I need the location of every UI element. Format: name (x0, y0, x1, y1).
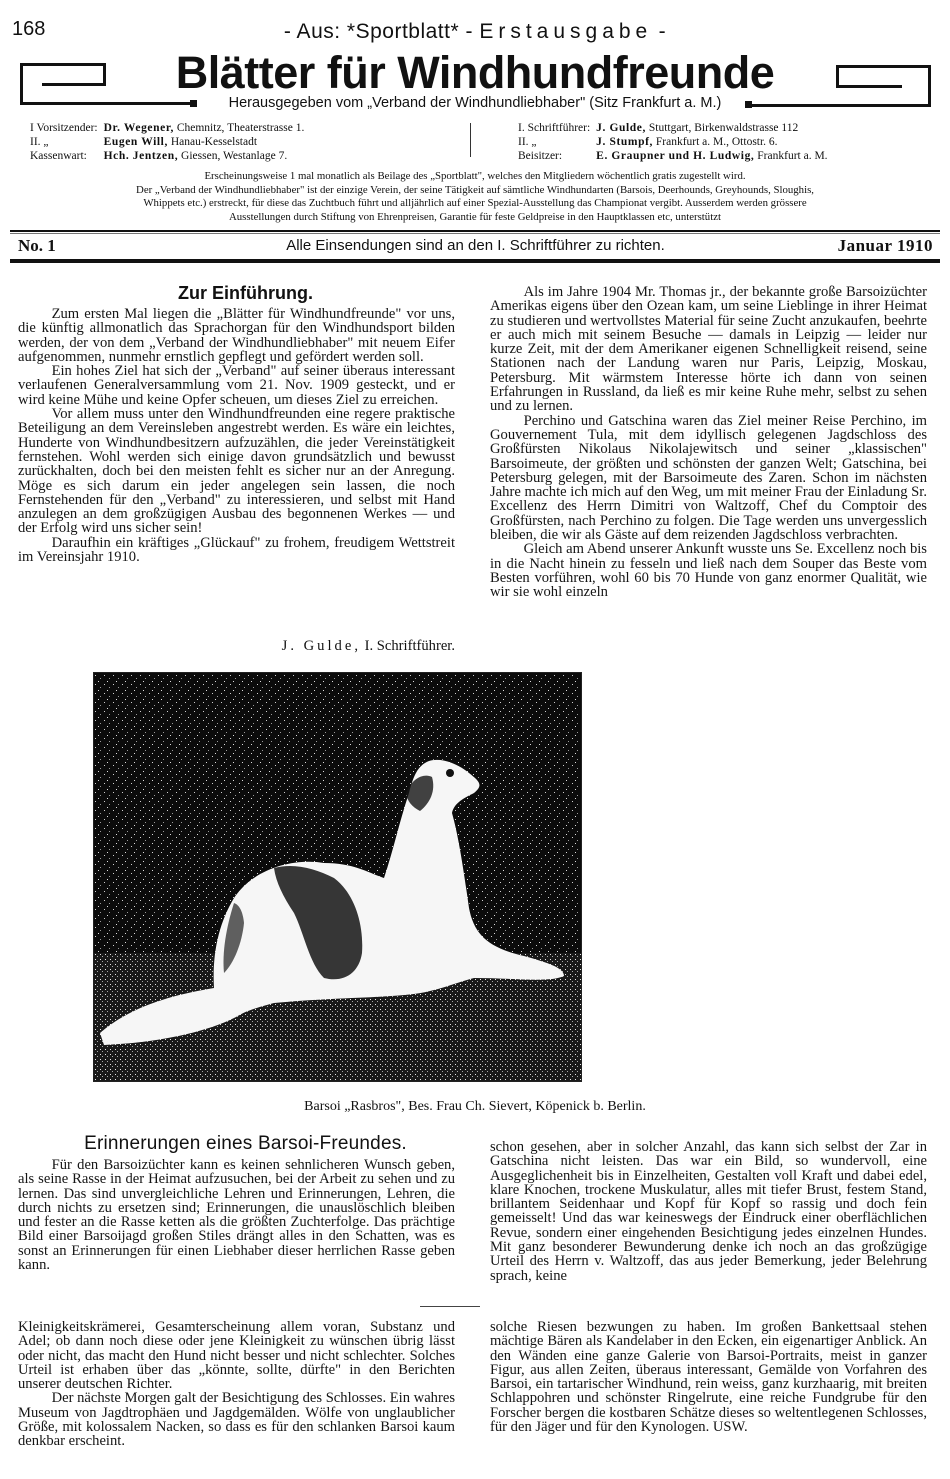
officer-role: II. „ (30, 136, 49, 148)
article-signature (18, 638, 455, 655)
officer-detail: Frankfurt a. M. (757, 150, 828, 162)
officer-name: E. Graupner und H. Ludwig, (596, 150, 755, 162)
officer-row (518, 135, 834, 149)
officer-name: J. Stumpf, (596, 136, 653, 148)
article-body-continued (490, 1320, 927, 1434)
officer-row (518, 149, 834, 163)
source-line (0, 20, 950, 44)
masthead-title: Blätter für Windhundfreunde (175, 47, 775, 98)
article-body (18, 1158, 455, 1272)
dog-eye (446, 769, 454, 777)
officer-detail: Stuttgart, Birkenwaldstrasse 112 (648, 122, 799, 134)
column-separator (420, 1306, 480, 1307)
issue-rule-top-thin (10, 233, 940, 234)
officer-role: I Vorsitzender: (30, 122, 98, 134)
borzoi-illustration (94, 673, 581, 1081)
issue-bar (18, 236, 933, 258)
article-paragraph: Gleich am Abend unserer Ankunft wusste uns Se. Excellenz noch bis in die Nacht hinein zu fesseln und ließ nach dem Souper das Beste vom Besten vorführen, wohl 60 bis 70 Hunde von ganz enormer Qualität, wie wir sie wohl einzeln (490, 541, 927, 601)
officers-left (30, 121, 310, 163)
officer-detail: Frankfurt a. M., Ottostr. 6. (655, 136, 778, 148)
publisher-line: Herausgegeben vom „Verband der Windhundliebhaber" (Sitz Frankfurt a. M.) (228, 95, 722, 111)
issue-number: No. 1 (18, 236, 56, 255)
officer-role: Beisitzer: (518, 150, 563, 162)
article-body-continued (490, 285, 927, 600)
officer-role: II. „ (518, 136, 537, 148)
issue-note: Alle Einsendungen sind an den I. Schriftführer zu richten. (286, 237, 665, 254)
officer-detail: Hanau-Kesselstadt (170, 136, 258, 148)
notice-line: Erscheinungsweise 1 mal monatlich als Beilage des „Sportblatt", welches den Mitgliedern wöchentlich gratis zugestellt wird. (204, 170, 746, 182)
membership-notice (10, 170, 940, 224)
dog-photograph (93, 672, 582, 1082)
notice-line: Ausstellungen durch Stiftung von Ehrenpreisen, Garantie für feste Geldpreise in den Hauptklassen etc, unterstützt (228, 210, 722, 223)
officers-right (518, 121, 834, 163)
article-paragraph: Für den Barsoizüchter kann es keinen sehnlicheren Wunsch geben, als seine Rasse in der Heimat aufzusuchen, bei der Arbeit zu sehen und zu lernen. Das sind unvergleichliche Lehren und Erinnerungen, Lehren, die durch nichts zu ersetzen sind; Erinnerungen, die unauslöschlich bleiben und fester an die Rasse ketten als die größten Zuchterfolge. Das prächtige Bild einer Barsoijagd großen Stiles drängt alles in den Schatten, was es sonst an Erinnerungen für einen Liebhaber dieser herrlichen Rasse geben kann. (18, 1157, 455, 1274)
article-paragraph: Kleinigkeitskrämerei, Gesamterscheinung allem voran, Substanz und Adel; ob dann noch diese oder jene Kleinigkeit zu wünschen übrig lässt oder nicht, das macht den Hund nicht besser und nicht schlechter. Solches Urteil ist erhaben über das „könnte, sollte, dürfte" in den Berichten unserer deutschen Richter. (18, 1319, 455, 1393)
article-paragraph: solche Riesen bezwungen zu haben. Im großen Bankettsaal stehen mächtige Bären als Kandelaber in den Ecken, ein eigenartiger Anblick. An den Wänden eine ganze Galerie von Barsoi-Portraits, meist in ganzer Figur, aus allen Zeiten, überaus interessant, Gemälde von Vorfahren des Barsoi, ein tartarischer Windhund, rein weiss, ganz kurzhaarig, mit breiten Schlappohren und schönster Ringelrute, eine reiche Fundgrube für den Forscher bergen die kostbaren Schätze dieses so weltentlegenen Schlosses, für den Jäger und für den Kynologen. USW. (490, 1319, 928, 1436)
officer-name: Eugen Will, (103, 136, 168, 148)
page-number: 168 (12, 18, 46, 40)
article-paragraph: Als im Jahre 1904 Mr. Thomas jr., der bekannte große Barsoizüchter Amerikas eigens über den Ozean kam, um seine Lieblinge in ihrer Heimat zu studieren und wertvollstes Material für seine Zucht anzukaufen, beehrte er auch mich mit seinem Besuche — damals in Leipzig — leider nur kurze Zeit, mit der dem Amerikaner eigenen Schnelligkeit reisend, seine Stationen nach der Landung waren nur Paris, Leipzig, Moskau, Petersburg. Mit wärmstem Interesse hörte ich dann von seinen Erfahrungen in Russland, da ließ es mir keine Ruhe mehr, selbst zu sehen und zu lernen. (490, 284, 927, 415)
article-paragraph: Ein hohes Ziel hat sich der „Verband" auf seiner überaus interessant verlaufenen Generalversammlung vom 21. Nov. 1909 gesteckt, und er wird keine Mühe und keine Opfer scheuen, um dieses Ziel zu erreichen. (18, 363, 455, 408)
article-paragraph: Der nächste Morgen galt der Besichtigung des Schlosses. Ein wahres Museum von Jagdtrophäen und Jagdgemälden. Wölfe von unglaublicher Größe, mit kolossalem Nacken, so dass es für den schlanken Barsoi kaum denkbar erscheint. (18, 1390, 455, 1450)
notice-line: Whippets etc.) erstreckt, für diese das Zuchtbuch führt und alljährlich auf einer Spezial-Ausstellung das Championat vergibt. Ausserdem werden grössere (143, 197, 807, 209)
photo-caption: Barsoi „Rasbros", Bes. Frau Ch. Sievert, Köpenick b. Berlin. (304, 1099, 646, 1114)
issue-date: Januar 1910 (837, 236, 933, 255)
issue-rule-top (10, 230, 940, 232)
officer-role: Kassenwart: (30, 150, 87, 162)
article-paragraph: Zum ersten Mal liegen die „Blätter für Windhundfreunde" vor uns, die künftig allmonatlich das Sprachorgan für den Windhundsport bilden werden, der von dem „Verband der Windhundliebhaber" mit neuem Eifer aufgenommen, nunmehr ernstlich gepflegt und gefördert werden soll. (18, 306, 455, 365)
issue-rule-bottom (10, 259, 940, 263)
officers-divider (470, 123, 471, 157)
article-title: Erinnerungen eines Barsoi-Freundes. (84, 1133, 407, 1154)
signature-name: J. Gulde, (281, 638, 361, 654)
officer-name: J. Gulde, (596, 122, 646, 134)
officer-name: Dr. Wegener, (103, 122, 174, 134)
officer-row (30, 135, 310, 149)
officer-name: Hch. Jentzen, (103, 150, 179, 162)
article-body-continued (490, 1140, 927, 1283)
article-title: Zur Einführung. (178, 283, 313, 303)
signature-role: I. Schriftführer. (364, 638, 455, 654)
source-prefix: - Aus: *Sportblatt* - (283, 20, 473, 43)
article-paragraph: schon gesehen, aber in solcher Anzahl, das kann sich selbst der Zar in Gatschina nicht leisten. Das war ein Bild, so wundervoll, eine Ausgeglichenheit bis in Einzelheiten, Gestalten voll Kraft und dabei edel, klare Knochen, trockene Muskulatur, alles mit tiefer Brust, festem Stand, brillantem Seidenhaar und Kopf für Kopf so rassig und doch fein gemeisselt! Und das war keineswegs der Eindruck einer oberflächlichen Revue, sondern einer eingehenden Besichtigung jedes einzelnen Hundes. Mit ganz besonderer Bewunderung denke ich noch an das großzügige Urteil des Herrn v. Waltzoff, das aus jeder Bemerkung, jeder Belehrung sprach, keine (490, 1139, 927, 1284)
article-body-continued (18, 1320, 455, 1449)
notice-line: Der „Verband der Windhundliebhaber" ist der einzige Verein, der seine Tätigkeit auf sämtliche Windhundarten (Barsois, Deerhounds, Greyhounds, Sloughis, (136, 183, 814, 196)
officer-row (30, 121, 310, 135)
source-edition: Erstausgabe (479, 20, 653, 43)
article-paragraph: Daraufhin ein kräftiges „Glückauf" zu frohem, freudigem Wettstreit im Vereinsjahr 1910. (18, 534, 455, 566)
article-body (18, 307, 455, 564)
officer-role: I. Schriftführer: (518, 122, 591, 134)
officer-row (518, 121, 834, 135)
officer-detail: Giessen, Westanlage 7. (181, 150, 288, 162)
source-suffix: - (658, 20, 667, 43)
article-paragraph: Perchino und Gatschina waren das Ziel meiner Reise Perchino, im Gouvernement Tula, mit dem idyllisch gelegenen Jagdschloss des Großfürsten Nikolaus Nikolajewitsch und seiner „klassischen" Barsoimeute, der größten und schönsten der ganzen Welt; Gatschina, bei Petersburg gelegen, mit der Barsoimeute des Zaren. Schon im nächsten Jahre machte ich mich auf den Weg, um mit meiner Frau der Einladung Sr. Excellenz des Herrn Dimitri von Waltzoff, Chef du Comptoir des Großfürsten, nach Perchino zu folgen. Die Tage werden uns unvergesslich bleiben, die wir als Gäste auf dem reizenden Jagdschloss verbrachten. (490, 412, 927, 544)
officer-row (30, 149, 310, 163)
article-paragraph: Vor allem muss unter den Windhundfreunden eine regere praktische Beteiligung an dem Vereinsleben angestrebt werden. Es wäre ein leichtes, Hunderte von Windhundbesitzern aufzuzählen, die jeder Vereinstätigkeit fernstehen. Wohl werden sich einige davon grundsätzlich und bewusst zurückhalten, doch bei den meisten fehlt es sicher nur an der Anregung. Möge es sich darum ein jeder angelegen sein lassen, die noch Fernstehenden für den „Verband" zu interessieren, und selbst mit Hand anzulegen an dem großzügigen Ausbau des begonnenen Werkes — und der Erfolg wird uns sicher sein! (18, 406, 455, 537)
officer-detail: Chemnitz, Theaterstrasse 1. (176, 122, 305, 134)
